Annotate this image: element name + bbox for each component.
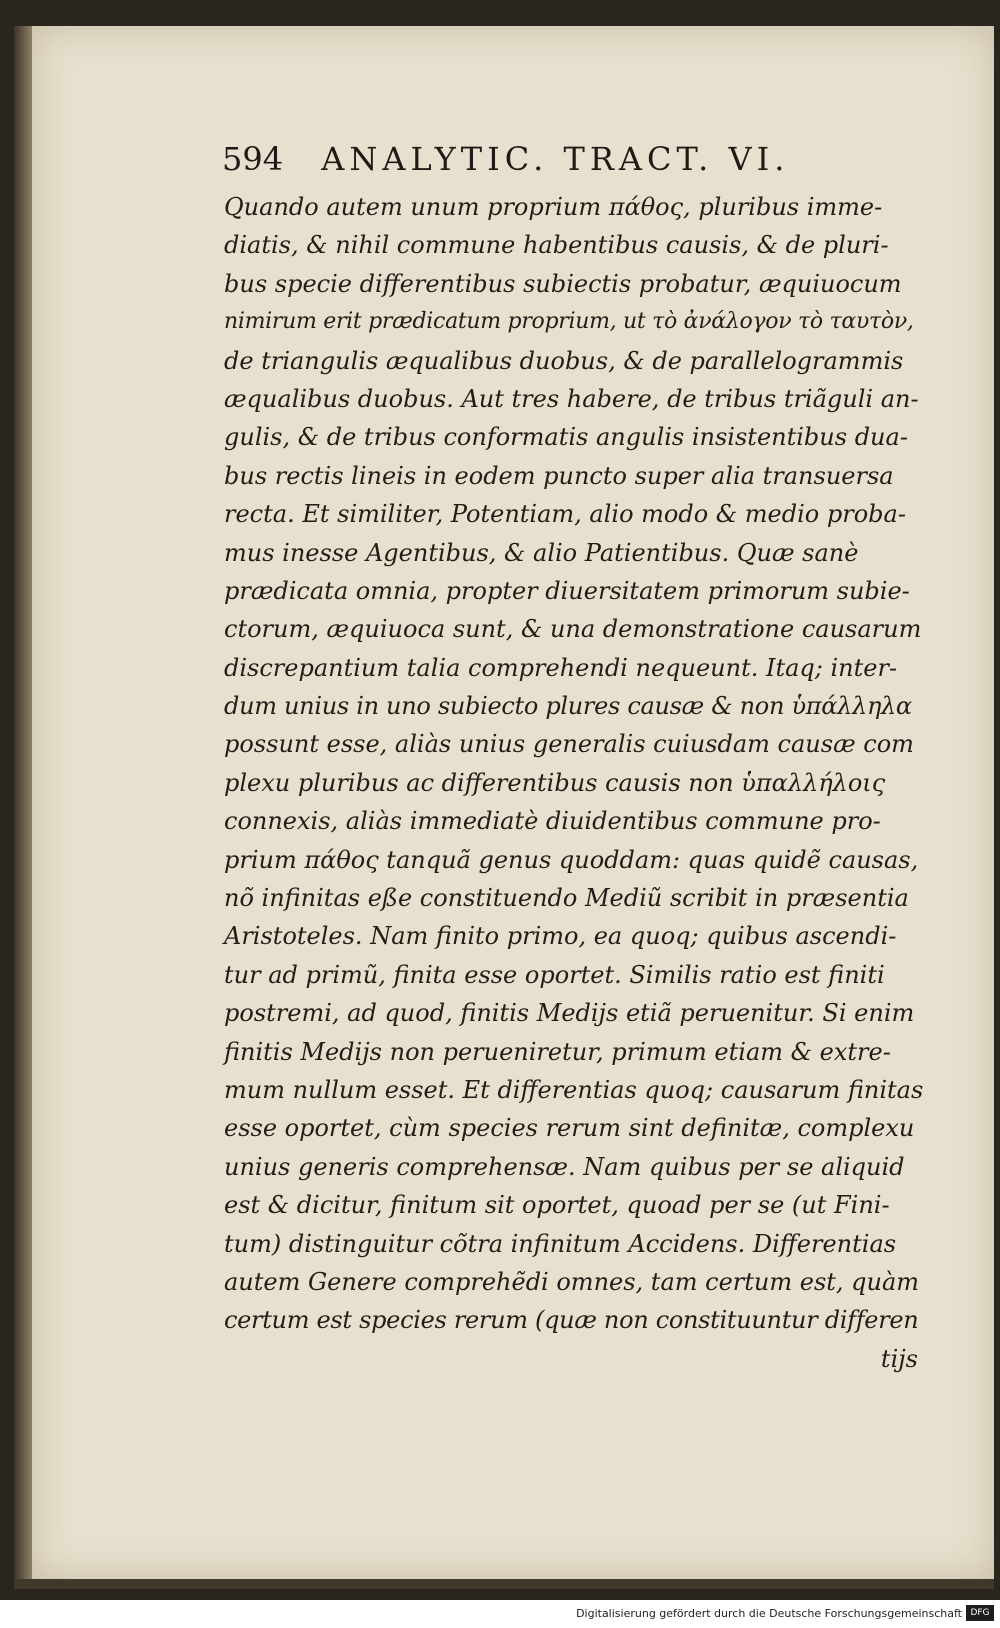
text-line: de triangulis æqualibus duobus, & de parallelogrammis	[224, 346, 904, 375]
page-edge	[14, 26, 32, 1579]
text-line: recta. Et similiter, Potentiam, alio modo & medio proba-	[224, 500, 906, 529]
text-line: dum unius in uno subiecto plures causæ & non ὑπάλληλα	[224, 692, 912, 721]
text-line: æqualibus duobus. Aut tres habere, de tribus triãguli an-	[224, 384, 919, 413]
text-line: prium πάθος tanquã genus quoddam: quas quidẽ causas,	[224, 845, 919, 874]
text-line: Aristoteles. Nam finito primo, ea quoq; quibus ascendi-	[224, 922, 897, 951]
text-line: mum nullum esset. Et differentias quoq; causarum finitas	[224, 1075, 924, 1104]
text-line: bus specie differentibus subiectis probatur, æquiuocum	[224, 269, 902, 298]
text-line: finitis Medijs non perueniretur, primum etiam & extre-	[224, 1037, 891, 1066]
text-line: certum est species rerum (quæ non constituuntur differen	[224, 1306, 919, 1335]
page-number: 594	[222, 140, 284, 178]
text-line: diatis, & nihil commune habentibus causis, & de pluri-	[224, 231, 889, 260]
text-line: connexis, aliàs immediatè diuidentibus commune pro-	[224, 807, 881, 836]
text-line: bus rectis lineis in eodem puncto super alia transuersa	[224, 461, 894, 490]
page-edge-bottom	[14, 1579, 994, 1589]
text-line: plexu pluribus ac differentibus causis non ὑπαλλήλοις	[224, 768, 886, 797]
text-line: Quando autem unum proprium πάθος, pluribus imme-	[224, 193, 883, 221]
text-line: gulis, & de tribus conformatis angulis insistentibus dua-	[224, 423, 908, 452]
text-line: nimirum erit prædicatum proprium, ut τὸ ἀνάλογον τὸ ταυτὸν,	[224, 309, 914, 335]
running-head	[222, 140, 862, 190]
text-line: postremi, ad quod, finitis Medijs etiã peruenitur. Si enim	[224, 999, 915, 1028]
text-line: autem Genere comprehẽdi omnes, tam certum est, quàm	[224, 1267, 920, 1296]
text-line: ctorum, æquiuoca sunt, & una demonstratione causarum	[224, 615, 922, 644]
body-text	[224, 188, 924, 1378]
dfg-logo: DFG	[966, 1605, 994, 1621]
text-line: prædicata omnia, propter diuersitatem primorum subie-	[224, 576, 910, 605]
text-line: unius generis comprehensæ. Nam quibus per se aliquid	[224, 1152, 905, 1181]
text-line: est & dicitur, finitum sit oportet, quoad per se (ut Fini-	[224, 1191, 890, 1220]
text-line: tum) distinguitur cõtra infinitum Accidens. Differentias	[224, 1229, 897, 1258]
text-line: possunt esse, aliàs unius generalis cuiusdam causæ com	[224, 730, 914, 759]
running-title: ANALYTIC. TRACT. VI.	[321, 140, 790, 178]
text-line: mus inesse Agentibus, & alio Patientibus. Quæ sanè	[224, 538, 859, 567]
text-line: discrepantium talia comprehendi nequeunt. Itaq; inter-	[224, 653, 898, 682]
text-line: tur ad primũ, finita esse oportet. Similis ratio est finiti	[224, 960, 885, 989]
text-line: esse oportet, cùm species rerum sint definitæ, complexu	[224, 1114, 915, 1143]
catchword: tijs	[880, 1344, 918, 1373]
digitization-credit: Digitalisierung gefördert durch die Deutsche Forschungsgemeinschaft	[576, 1607, 962, 1620]
text-line: nõ infinitas eße constituendo Mediũ scribit in præsentia	[224, 884, 909, 913]
